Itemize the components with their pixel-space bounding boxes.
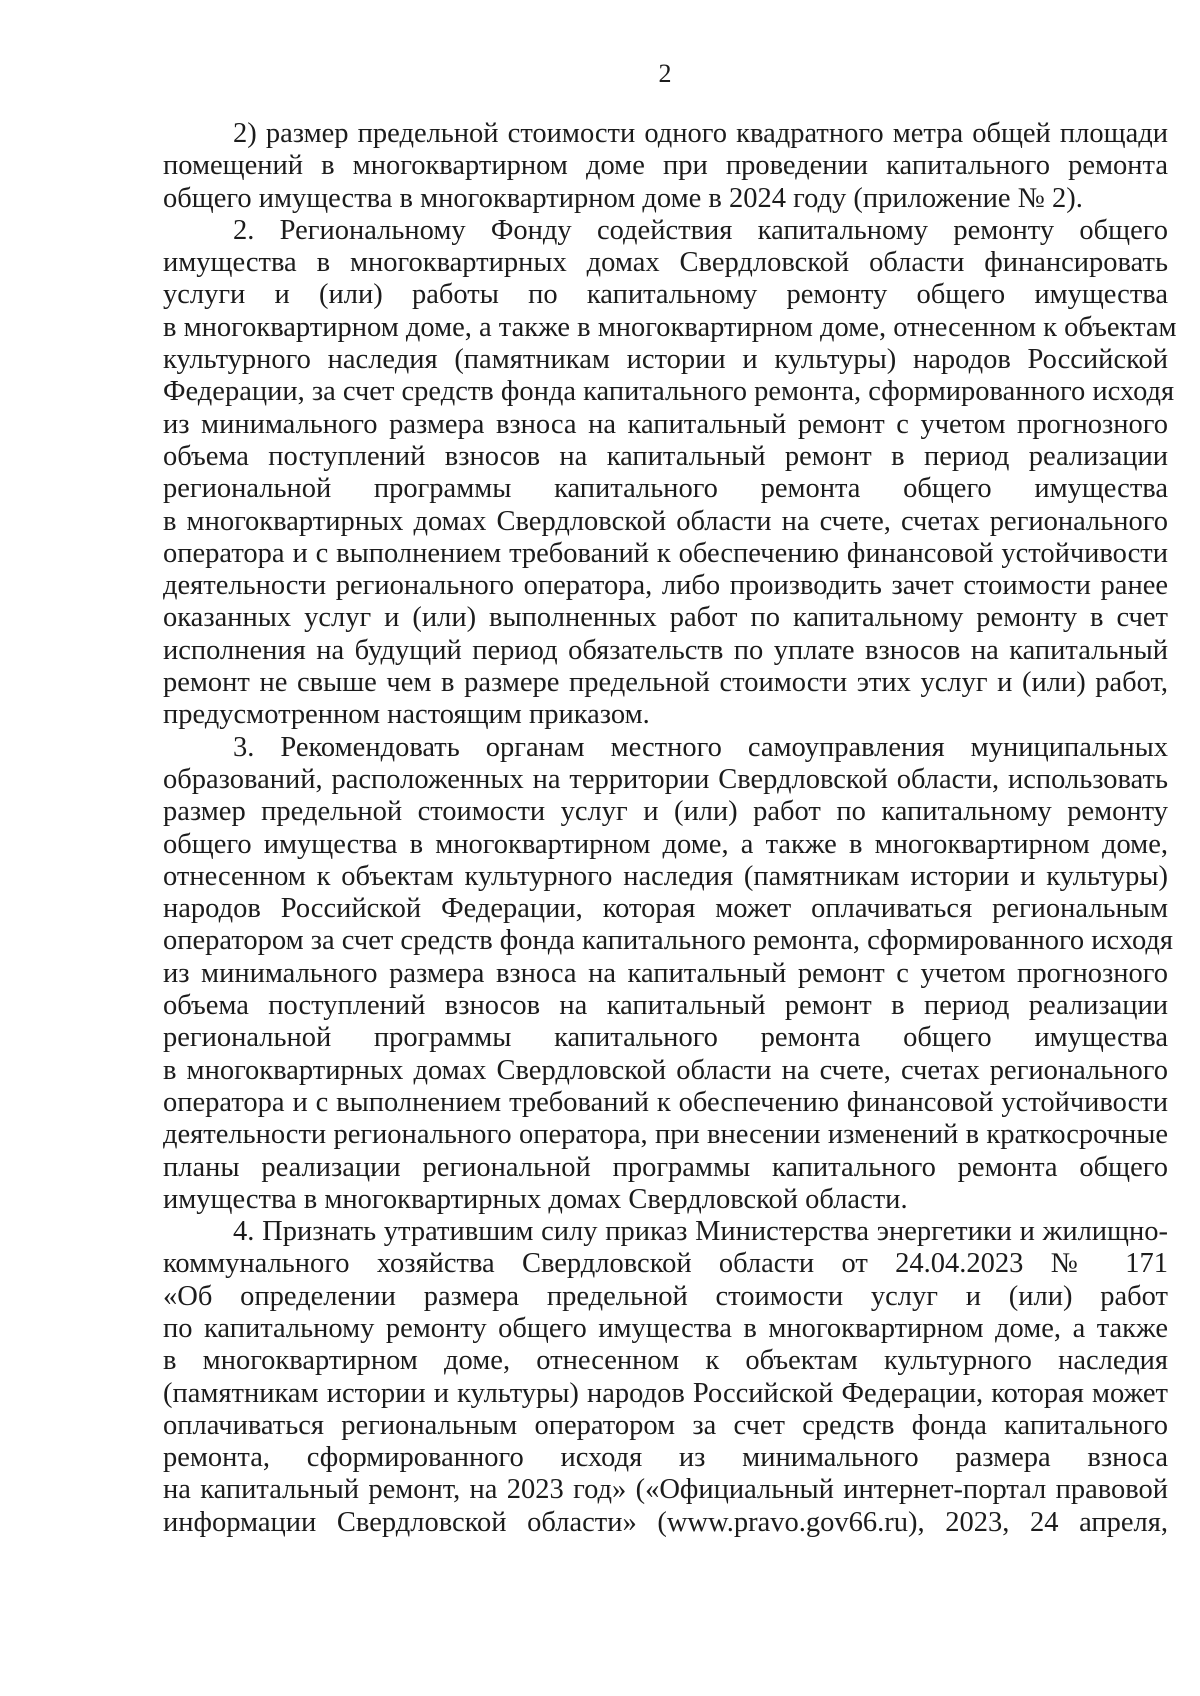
paragraph-item-2 [163, 118, 1168, 215]
text-line: оплачиваться региональным оператором за счет средств фонда капитального [163, 1409, 1168, 1441]
paragraph-point-2 [163, 214, 1177, 732]
text-line: помещений в многоквартирном доме при проведении капитального ремонта [163, 150, 1168, 182]
text-line: из минимального размера взноса на капитальный ремонт с учетом прогнозного [163, 408, 1168, 440]
text-line: региональной программы капитального ремонта общего имущества [163, 473, 1168, 505]
text-line: объема поступлений взносов на капитальный ремонт в период реализации [163, 990, 1168, 1022]
text-line: деятельности регионального оператора, либо производить зачет стоимости ранее [163, 570, 1168, 602]
text-line: имущества в многоквартирных домах Свердловской области финансировать [163, 247, 1168, 279]
text-line: планы реализации региональной программы капитального ремонта общего [163, 1151, 1168, 1183]
text-line: 2) размер предельной стоимости одного квадратного метра общей площади [233, 118, 1168, 149]
text-line: исполнения на будущий период обязательств по уплате взносов на капитальный [163, 634, 1168, 666]
text-line: народов Российской Федерации, которая может оплачиваться региональным [163, 893, 1168, 925]
text-line: оператором за счет средств фонда капитального ремонта, сформированного исходя [163, 925, 1174, 957]
text-line: услуги и (или) работы по капитальному ремонту общего имущества [163, 279, 1168, 311]
paragraph-point-4 [163, 1216, 1168, 1539]
paragraph-point-3 [163, 731, 1174, 1216]
text-line: оказанных услуг и (или) выполненных работ по капитальному ремонту в счет [163, 602, 1168, 634]
text-line: ремонт не свыше чем в размере предельной стоимости этих услуг и (или) работ, [163, 667, 1168, 699]
text-line: общего имущества в многоквартирном доме в 2024 году (приложение № 2). [163, 182, 1083, 214]
text-line: оператора и с выполнением требований к обеспечению финансовой устойчивости [163, 1086, 1168, 1118]
text-line: общего имущества в многоквартирном доме, а также в многоквартирном доме, [163, 828, 1168, 860]
text-line: на капитальный ремонт, на 2023 год» («Официальный интернет-портал правовой [163, 1474, 1168, 1506]
text-line: коммунального хозяйства Свердловской области от 24.04.2023 № 171 [163, 1248, 1168, 1280]
page-number: 2 [658, 59, 672, 88]
text-line: из минимального размера взноса на капитальный ремонт с учетом прогнозного [163, 957, 1168, 989]
document-body [163, 118, 1177, 1539]
text-line: оператора и с выполнением требований к обеспечению финансовой устойчивости [163, 537, 1168, 569]
text-line: в многоквартирных домах Свердловской области на счете, счетах регионального [163, 505, 1168, 537]
text-line: 4. Признать утратившим силу приказ Министерства энергетики и жилищно- [233, 1216, 1168, 1248]
text-line: 2. Региональному Фонду содействия капитальному ремонту общего [233, 214, 1168, 246]
text-line: по капитальному ремонту общего имущества в многоквартирном доме, а также [163, 1312, 1168, 1344]
text-line: деятельности регионального оператора, при внесении изменений в краткосрочные [163, 1119, 1168, 1151]
text-line: в многоквартирных домах Свердловской области на счете, счетах регионального [163, 1054, 1168, 1086]
text-line: отнесенном к объектам культурного наследия (памятникам истории и культуры) [163, 860, 1168, 892]
text-line: региональной программы капитального ремонта общего имущества [163, 1022, 1168, 1054]
text-line: (памятникам истории и культуры) народов Российской Федерации, которая может [163, 1377, 1168, 1409]
text-line: предусмотренном настоящим приказом. [163, 699, 650, 731]
text-line: в многоквартирном доме, а также в многоквартирном доме, отнесенном к объектам [163, 311, 1177, 343]
text-line: информации Свердловской области» (www.pravo.gov66.ru), 2023, 24 апреля, [163, 1506, 1168, 1538]
text-line: объема поступлений взносов на капитальный ремонт в период реализации [163, 440, 1168, 472]
text-line: культурного наследия (памятникам истории и культуры) народов Российской [163, 344, 1168, 376]
text-line: «Об определении размера предельной стоимости услуг и (или) работ [163, 1280, 1168, 1312]
text-line: ремонта, сформированного исходя из минимального размера взноса [163, 1442, 1168, 1474]
text-line: размер предельной стоимости услуг и (или) работ по капитальному ремонту [163, 796, 1168, 828]
text-line: в многоквартирном доме, отнесенном к объектам культурного наследия [163, 1345, 1168, 1377]
text-line: 3. Рекомендовать органам местного самоуправления муниципальных [233, 731, 1168, 763]
text-line: Федерации, за счет средств фонда капитального ремонта, сформированного исходя [163, 376, 1175, 408]
text-line: образований, расположенных на территории Свердловской области, использовать [163, 763, 1168, 795]
text-line: имущества в многоквартирных домах Свердловской области. [163, 1183, 908, 1215]
